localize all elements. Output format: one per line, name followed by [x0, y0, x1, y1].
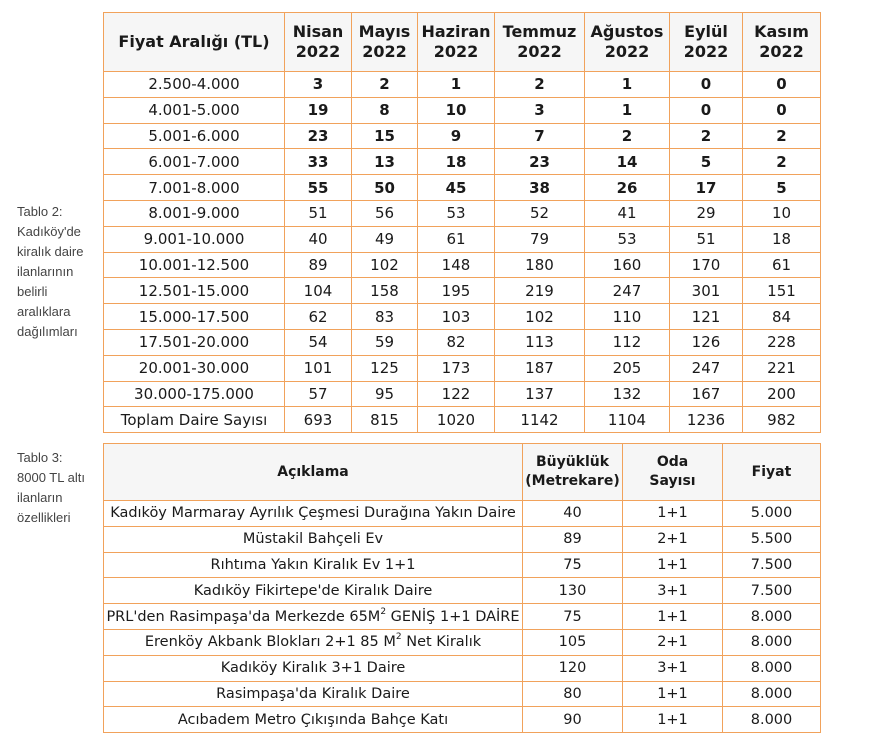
count-cell: 195 — [418, 278, 495, 304]
count-cell: 61 — [418, 226, 495, 252]
description-text: Erenköy Akbank Blokları 2+1 85 M — [144, 634, 396, 651]
count-cell: 0 — [670, 97, 743, 123]
count-cell: 41 — [585, 200, 670, 226]
count-cell: 101 — [285, 355, 352, 381]
description-cell — [104, 604, 523, 630]
price-cell: 7.500 — [723, 578, 821, 604]
table-row — [104, 355, 821, 381]
caption-line: ilanlarının — [17, 264, 74, 279]
count-cell: 121 — [670, 304, 743, 330]
count-cell: 137 — [495, 381, 585, 407]
price-cell: 8.000 — [723, 681, 821, 707]
count-cell: 173 — [418, 355, 495, 381]
count-cell: 158 — [352, 278, 418, 304]
count-cell: 1 — [585, 97, 670, 123]
count-cell: 5 — [743, 175, 821, 201]
listing-features-table — [103, 443, 821, 733]
header-line1: Açıklama — [277, 463, 349, 480]
count-cell: 3 — [285, 72, 352, 98]
header-cell — [104, 444, 523, 501]
table-row — [104, 381, 821, 407]
table-row — [104, 278, 821, 304]
caption-line: özellikleri — [17, 510, 71, 525]
count-cell: 112 — [585, 329, 670, 355]
price-cell: 7.500 — [723, 552, 821, 578]
price-cell: 8.000 — [723, 655, 821, 681]
count-cell: 18 — [743, 226, 821, 252]
count-cell: 53 — [418, 200, 495, 226]
count-cell: 2 — [352, 72, 418, 98]
total-cell: 1142 — [495, 407, 585, 433]
count-cell: 84 — [743, 304, 821, 330]
header-line1: Ağustos — [590, 22, 664, 41]
header-line2: 2022 — [683, 42, 729, 61]
description-cell — [104, 629, 523, 655]
count-cell: 40 — [285, 226, 352, 252]
count-cell: 228 — [743, 329, 821, 355]
header-month — [585, 13, 670, 72]
count-cell: 59 — [352, 329, 418, 355]
table-row — [104, 200, 821, 226]
count-cell: 15 — [352, 123, 418, 149]
range-cell: 12.501-15.000 — [104, 278, 285, 304]
description-cell — [104, 707, 523, 733]
count-cell: 160 — [585, 252, 670, 278]
table-row — [104, 329, 821, 355]
price-cell: 5.000 — [723, 501, 821, 527]
header-line1: Kasım — [754, 22, 809, 41]
count-cell: 132 — [585, 381, 670, 407]
count-cell: 45 — [418, 175, 495, 201]
table-row — [104, 655, 821, 681]
count-cell: 200 — [743, 381, 821, 407]
header-line1: Oda — [656, 454, 689, 470]
count-cell: 18 — [418, 149, 495, 175]
description-text: Rıhtıma Yakın Kiralık Ev 1+1 — [210, 556, 416, 573]
size-cell: 80 — [523, 681, 623, 707]
count-cell: 104 — [285, 278, 352, 304]
size-cell: 105 — [523, 629, 623, 655]
size-cell: 120 — [523, 655, 623, 681]
header-price-range — [104, 13, 285, 72]
description-text-cont: GENİŞ 1+1 DAİRE — [386, 608, 520, 625]
header-cell — [723, 444, 821, 501]
count-cell: 247 — [585, 278, 670, 304]
total-cell: 815 — [352, 407, 418, 433]
count-cell: 5 — [670, 149, 743, 175]
count-cell: 2 — [495, 72, 585, 98]
count-cell: 53 — [585, 226, 670, 252]
header-line1: Eylül — [684, 22, 728, 41]
size-cell: 90 — [523, 707, 623, 733]
description-cell — [104, 501, 523, 527]
range-cell: 15.000-17.500 — [104, 304, 285, 330]
description-text: Acıbadem Metro Çıkışında Bahçe Katı — [177, 711, 449, 728]
count-cell: 2 — [670, 123, 743, 149]
count-cell: 187 — [495, 355, 585, 381]
count-cell: 122 — [418, 381, 495, 407]
table-row — [104, 304, 821, 330]
size-cell: 75 — [523, 604, 623, 630]
description-cell — [104, 655, 523, 681]
range-cell: 30.000-175.000 — [104, 381, 285, 407]
header-line2: 2022 — [759, 42, 804, 61]
header-line2: Sayısı — [649, 473, 696, 489]
range-cell: 5.001-6.000 — [104, 123, 285, 149]
header-month — [743, 13, 821, 72]
count-cell: 2 — [585, 123, 670, 149]
caption-line: dağılımları — [17, 324, 78, 339]
size-cell: 89 — [523, 526, 623, 552]
count-cell: 167 — [670, 381, 743, 407]
count-cell: 1 — [418, 72, 495, 98]
count-cell: 2 — [743, 149, 821, 175]
price-cell: 8.000 — [723, 707, 821, 733]
count-cell: 56 — [352, 200, 418, 226]
count-cell: 10 — [743, 200, 821, 226]
count-cell: 23 — [495, 149, 585, 175]
count-cell: 180 — [495, 252, 585, 278]
count-cell: 19 — [285, 97, 352, 123]
range-cell: 10.001-12.500 — [104, 252, 285, 278]
header-month — [285, 13, 352, 72]
rooms-cell: 2+1 — [623, 526, 723, 552]
table-row — [104, 578, 821, 604]
count-cell: 51 — [285, 200, 352, 226]
count-cell: 301 — [670, 278, 743, 304]
count-cell: 221 — [743, 355, 821, 381]
count-cell: 33 — [285, 149, 352, 175]
header-line1: Temmuz — [502, 22, 577, 41]
table-row — [104, 123, 821, 149]
rooms-cell: 3+1 — [623, 578, 723, 604]
count-cell: 148 — [418, 252, 495, 278]
table-row — [104, 252, 821, 278]
count-cell: 7 — [495, 123, 585, 149]
header-month — [352, 13, 418, 72]
count-cell: 29 — [670, 200, 743, 226]
price-cell: 8.000 — [723, 604, 821, 630]
table-row — [104, 175, 821, 201]
range-cell: 8.001-9.000 — [104, 200, 285, 226]
count-cell: 113 — [495, 329, 585, 355]
count-cell: 1 — [585, 72, 670, 98]
total-cell: 1104 — [585, 407, 670, 433]
table-row — [104, 526, 821, 552]
count-cell: 10 — [418, 97, 495, 123]
header-line1: Büyüklük — [535, 454, 610, 470]
total-row — [104, 407, 821, 433]
count-cell: 125 — [352, 355, 418, 381]
header-line2: 2022 — [295, 42, 341, 61]
table-row — [104, 501, 821, 527]
caption-line: belirli — [17, 284, 48, 299]
count-cell: 79 — [495, 226, 585, 252]
table-row — [104, 97, 821, 123]
count-cell: 9 — [418, 123, 495, 149]
description-text-cont: Net Kiralık — [401, 634, 482, 651]
table-row — [104, 72, 821, 98]
count-cell: 0 — [670, 72, 743, 98]
count-cell: 110 — [585, 304, 670, 330]
range-cell: 9.001-10.000 — [104, 226, 285, 252]
count-cell: 0 — [743, 97, 821, 123]
rooms-cell: 3+1 — [623, 655, 723, 681]
count-cell: 103 — [418, 304, 495, 330]
count-cell: 62 — [285, 304, 352, 330]
header-line2: 2022 — [362, 42, 407, 61]
count-cell: 54 — [285, 329, 352, 355]
size-cell: 75 — [523, 552, 623, 578]
header-line2: 2022 — [517, 42, 562, 61]
range-cell: 7.001-8.000 — [104, 175, 285, 201]
caption-line: aralıklara — [17, 304, 71, 319]
count-cell: 2 — [743, 123, 821, 149]
table-row — [104, 604, 821, 630]
caption-line: Tablo 3: — [17, 450, 63, 465]
count-cell: 219 — [495, 278, 585, 304]
table-row — [104, 707, 821, 733]
count-cell: 82 — [418, 329, 495, 355]
rooms-cell: 1+1 — [623, 681, 723, 707]
table-row — [104, 681, 821, 707]
header-cell — [523, 444, 623, 501]
count-cell: 49 — [352, 226, 418, 252]
description-text: Kadıköy Marmaray Ayrılık Çeşmesi Durağına Yakın Daire — [110, 505, 516, 522]
header-line2: (Metrekare) — [525, 473, 620, 489]
rooms-cell: 1+1 — [623, 604, 723, 630]
total-cell: 1236 — [670, 407, 743, 433]
size-cell: 40 — [523, 501, 623, 527]
header-line1: Fiyat Aralığı (TL) — [118, 32, 270, 51]
range-cell: 17.501-20.000 — [104, 329, 285, 355]
header-month — [670, 13, 743, 72]
range-cell: 2.500-4.000 — [104, 72, 285, 98]
count-cell: 57 — [285, 381, 352, 407]
description-cell — [104, 526, 523, 552]
rooms-cell: 1+1 — [623, 552, 723, 578]
description-text: Rasimpaşa'da Kiralık Daire — [216, 685, 410, 702]
table-row — [104, 552, 821, 578]
table2-caption — [17, 202, 99, 342]
count-cell: 170 — [670, 252, 743, 278]
description-cell — [104, 681, 523, 707]
table-row — [104, 226, 821, 252]
caption-line: Tablo 2: — [17, 204, 63, 219]
range-cell: 4.001-5.000 — [104, 97, 285, 123]
count-cell: 23 — [285, 123, 352, 149]
count-cell: 17 — [670, 175, 743, 201]
header-month — [418, 13, 495, 72]
price-cell: 5.500 — [723, 526, 821, 552]
count-cell: 38 — [495, 175, 585, 201]
description-text: PRL'den Rasimpaşa'da Merkezde 65M — [106, 608, 381, 625]
header-line1: Haziran — [421, 22, 491, 41]
price-cell: 8.000 — [723, 629, 821, 655]
rooms-cell: 1+1 — [623, 501, 723, 527]
caption-line: kiralık daire — [17, 244, 84, 259]
count-cell: 151 — [743, 278, 821, 304]
count-cell: 95 — [352, 381, 418, 407]
rooms-cell: 2+1 — [623, 629, 723, 655]
count-cell: 102 — [495, 304, 585, 330]
count-cell: 126 — [670, 329, 743, 355]
superscript: 2 — [380, 606, 387, 617]
description-cell — [104, 552, 523, 578]
count-cell: 102 — [352, 252, 418, 278]
header-line2: 2022 — [433, 42, 479, 61]
count-cell: 8 — [352, 97, 418, 123]
count-cell: 89 — [285, 252, 352, 278]
header-cell — [623, 444, 723, 501]
description-text: Kadıköy Kiralık 3+1 Daire — [220, 660, 406, 677]
caption-line: Kadıköy'de — [17, 224, 81, 239]
header-line2: 2022 — [604, 42, 650, 61]
header-line1: Nisan — [292, 22, 344, 41]
header-month — [495, 13, 585, 72]
count-cell: 247 — [670, 355, 743, 381]
description-text: Müstakil Bahçeli Ev — [242, 531, 384, 548]
table3-caption — [17, 448, 99, 528]
superscript: 2 — [395, 632, 402, 643]
range-cell: 20.001-30.000 — [104, 355, 285, 381]
header-line1: Mayıs — [358, 22, 411, 41]
total-cell: 693 — [285, 407, 352, 433]
count-cell: 0 — [743, 72, 821, 98]
total-label: Toplam Daire Sayısı — [104, 407, 285, 433]
caption-line: ilanların — [17, 490, 63, 505]
table-row — [104, 629, 821, 655]
count-cell: 26 — [585, 175, 670, 201]
total-cell: 1020 — [418, 407, 495, 433]
size-cell: 130 — [523, 578, 623, 604]
count-cell: 51 — [670, 226, 743, 252]
description-cell — [104, 578, 523, 604]
count-cell: 50 — [352, 175, 418, 201]
price-range-table — [103, 12, 821, 433]
count-cell: 3 — [495, 97, 585, 123]
rooms-cell: 1+1 — [623, 707, 723, 733]
count-cell: 55 — [285, 175, 352, 201]
count-cell: 205 — [585, 355, 670, 381]
header-line1: Fiyat — [751, 463, 792, 480]
count-cell: 61 — [743, 252, 821, 278]
total-cell: 982 — [743, 407, 821, 433]
description-text: Kadıköy Fikirtepe'de Kiralık Daire — [193, 582, 433, 599]
table-row — [104, 149, 821, 175]
count-cell: 52 — [495, 200, 585, 226]
count-cell: 13 — [352, 149, 418, 175]
count-cell: 14 — [585, 149, 670, 175]
count-cell: 83 — [352, 304, 418, 330]
caption-line: 8000 TL altı — [17, 470, 85, 485]
range-cell: 6.001-7.000 — [104, 149, 285, 175]
